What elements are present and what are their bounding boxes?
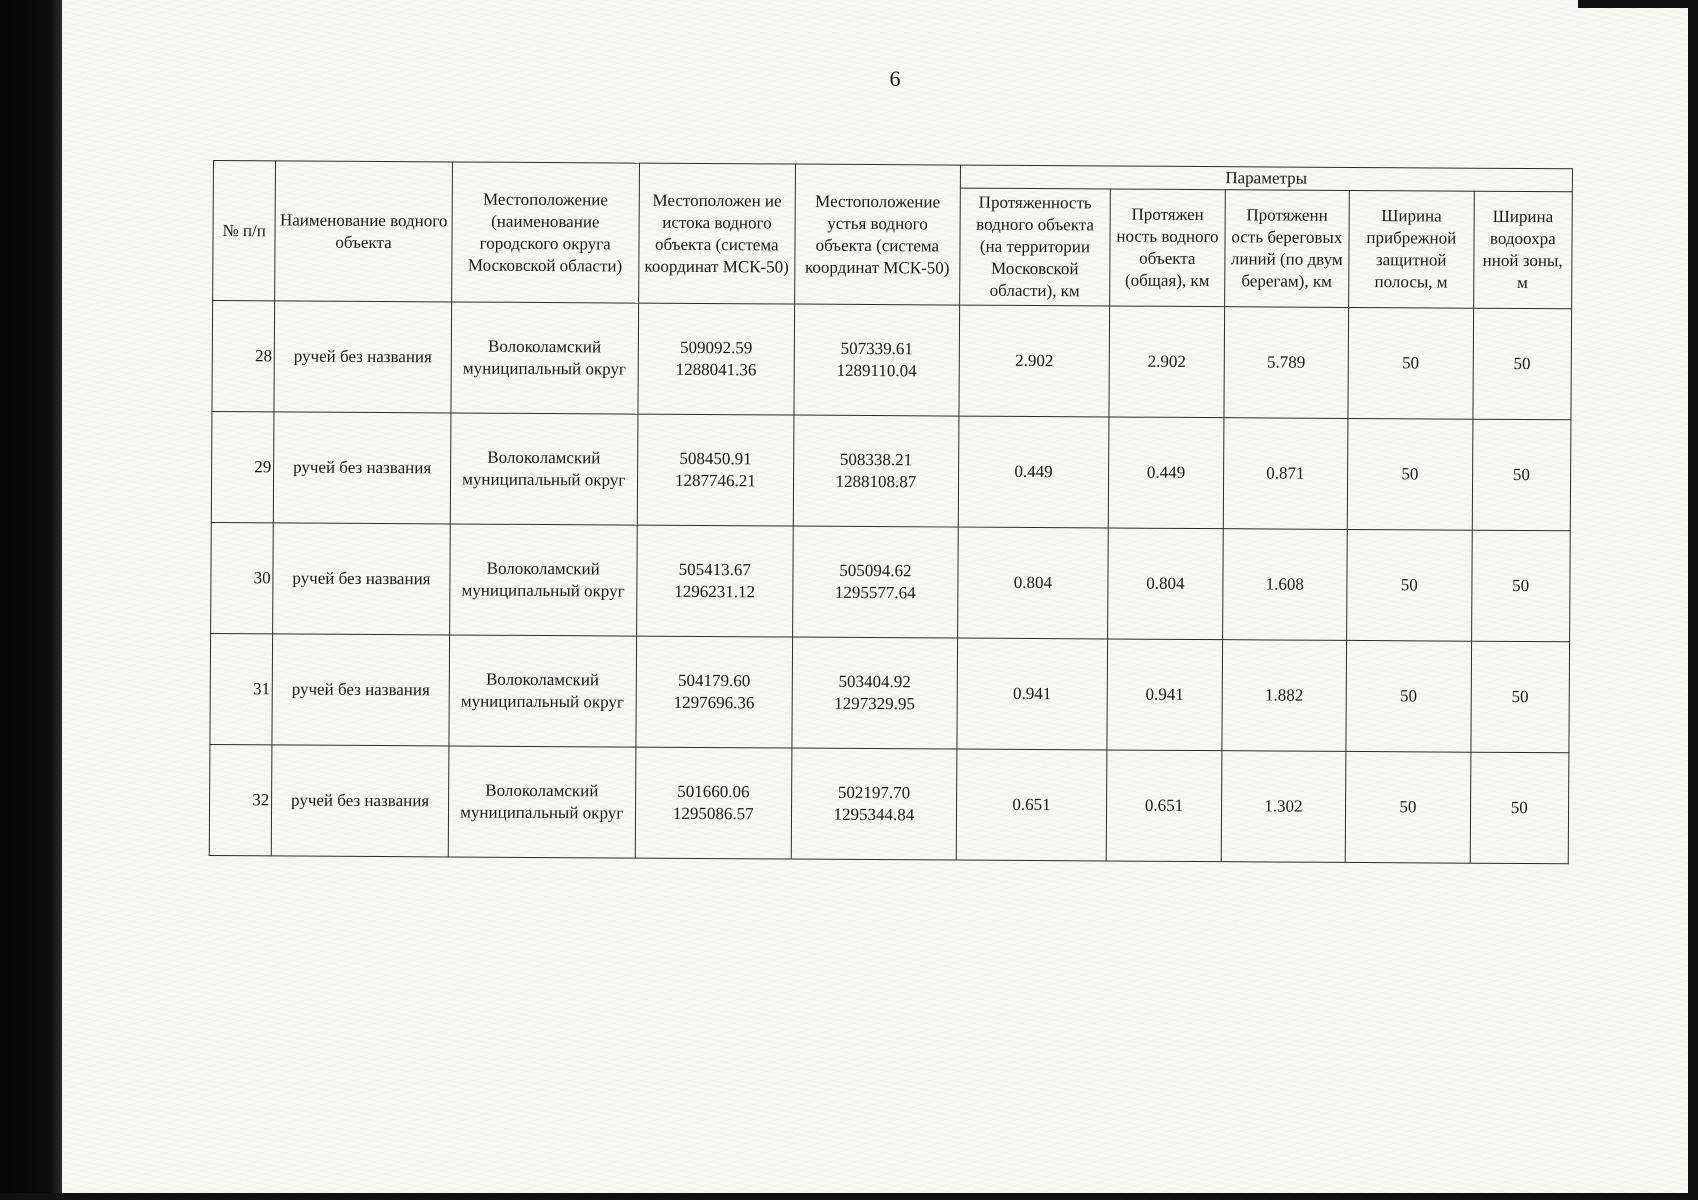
table-row — [212, 301, 1572, 420]
mouth-x: 505094.62 — [839, 560, 912, 581]
mouth-y: 1297329.95 — [834, 693, 916, 714]
scan-border-left — [0, 0, 62, 1200]
header-shoreline: Протяженн ость береговых линий (по двум берегам), км — [1224, 190, 1349, 308]
mouth-x: 502197.70 — [837, 782, 911, 803]
header-coastal-strip: Ширина прибрежной защитной полосы, м — [1349, 190, 1474, 308]
cell-name: ручей без названия — [271, 745, 448, 857]
table-row — [209, 744, 1569, 863]
source-x: 504179.60 — [677, 670, 751, 691]
header-length-region: Протяженность водного объекта (на территории Московской области), км — [959, 188, 1110, 306]
cell-mouth — [794, 304, 959, 416]
header-protection-zone: Ширина водоохра нной зоны, м — [1473, 191, 1572, 309]
header-params: Параметры — [960, 165, 1572, 192]
cell-source — [635, 747, 792, 859]
cell-shoreline: 1.882 — [1222, 640, 1347, 752]
cell-protection-zone: 50 — [1472, 308, 1571, 420]
cell-length-total: 0.804 — [1108, 528, 1223, 640]
cell-length-total: 0.941 — [1107, 639, 1222, 751]
cell-location: Волоколамский муниципальный округ — [449, 635, 636, 747]
source-y: 1287746.21 — [674, 470, 756, 491]
cell-protection-zone: 50 — [1471, 530, 1570, 642]
cell-length-total: 2.902 — [1109, 306, 1224, 418]
cell-name: ручей без названия — [273, 523, 450, 635]
mouth-x: 508338.21 — [839, 449, 913, 470]
mouth-x: 503404.92 — [838, 671, 911, 692]
cell-name: ручей без названия — [272, 634, 449, 746]
cell-mouth — [791, 748, 956, 860]
header-location: Местоположение (наименование городского округа Московской области) — [451, 162, 639, 303]
cell-num: 31 — [210, 633, 273, 744]
source-x: 509092.59 — [679, 337, 753, 358]
scan-border-top — [1578, 0, 1698, 8]
cell-source — [637, 303, 794, 415]
cell-location: Волоколамский муниципальный округ — [449, 524, 636, 636]
cell-shoreline: 0.871 — [1223, 418, 1348, 530]
cell-location: Волоколамский муниципальный округ — [451, 302, 638, 414]
cell-length-region: 2.902 — [959, 305, 1110, 417]
header-num: № п/п — [213, 161, 276, 301]
header-name: Наименование водного объекта — [275, 161, 452, 302]
mouth-y: 1289110.04 — [836, 360, 917, 381]
cell-length-region: 0.804 — [957, 527, 1108, 639]
source-x: 501660.06 — [677, 781, 750, 802]
source-y: 1296231.12 — [674, 581, 756, 602]
table-row — [211, 522, 1571, 641]
cell-source — [637, 414, 794, 526]
source-x: 505413.67 — [678, 559, 752, 580]
scan-border-right — [1688, 0, 1698, 1200]
cell-mouth — [792, 637, 957, 749]
scan-border-bottom — [0, 1193, 1698, 1200]
cell-length-total: 0.651 — [1106, 750, 1221, 862]
cell-coastal-strip: 50 — [1346, 640, 1471, 752]
cell-length-total: 0.449 — [1109, 417, 1224, 529]
source-x: 508450.91 — [679, 448, 752, 469]
table-row — [211, 411, 1571, 530]
page-number: 6 — [889, 66, 901, 91]
cell-num: 28 — [212, 301, 275, 412]
source-y: 1297696.36 — [673, 692, 755, 713]
water-objects-table — [209, 160, 1573, 864]
cell-protection-zone: 50 — [1470, 641, 1569, 753]
cell-num: 32 — [209, 744, 272, 855]
cell-mouth — [793, 415, 958, 527]
cell-protection-zone: 50 — [1470, 752, 1569, 864]
header-length-total: Протяжен ность водного объекта (общая), км — [1110, 189, 1225, 307]
cell-coastal-strip: 50 — [1348, 307, 1473, 419]
cell-coastal-strip: 50 — [1345, 751, 1470, 863]
cell-name: ручей без названия — [274, 301, 451, 413]
cell-protection-zone: 50 — [1472, 419, 1571, 531]
cell-length-region: 0.941 — [957, 638, 1108, 750]
source-y: 1295086.57 — [672, 803, 754, 824]
cell-source — [636, 525, 793, 637]
cell-location: Волоколамский муниципальный округ — [450, 413, 637, 525]
mouth-y: 1295577.64 — [834, 582, 916, 603]
cell-num: 30 — [211, 522, 274, 633]
mouth-y: 1288108.87 — [835, 471, 917, 492]
cell-shoreline: 5.789 — [1224, 307, 1349, 419]
cell-name: ручей без названия — [274, 412, 451, 524]
mouth-x: 507339.61 — [840, 338, 913, 359]
mouth-y: 1295344.84 — [833, 804, 915, 825]
cell-num: 29 — [211, 411, 274, 522]
cell-location: Волоколамский муниципальный округ — [448, 746, 635, 858]
header-mouth: Местоположение устья водного объекта (система координат МСК-50) — [795, 164, 960, 305]
cell-coastal-strip: 50 — [1347, 418, 1472, 530]
header-source: Местоположен ие истока водного объекта (система координат МСК-50) — [638, 163, 795, 304]
cell-mouth — [793, 526, 958, 638]
cell-length-region: 0.651 — [956, 749, 1107, 861]
table-row — [210, 633, 1570, 752]
cell-source — [635, 636, 792, 748]
cell-coastal-strip: 50 — [1347, 529, 1472, 641]
cell-shoreline: 1.302 — [1221, 751, 1346, 863]
cell-shoreline: 1.608 — [1222, 529, 1347, 641]
source-y: 1288041.36 — [675, 359, 757, 380]
cell-length-region: 0.449 — [958, 416, 1109, 528]
